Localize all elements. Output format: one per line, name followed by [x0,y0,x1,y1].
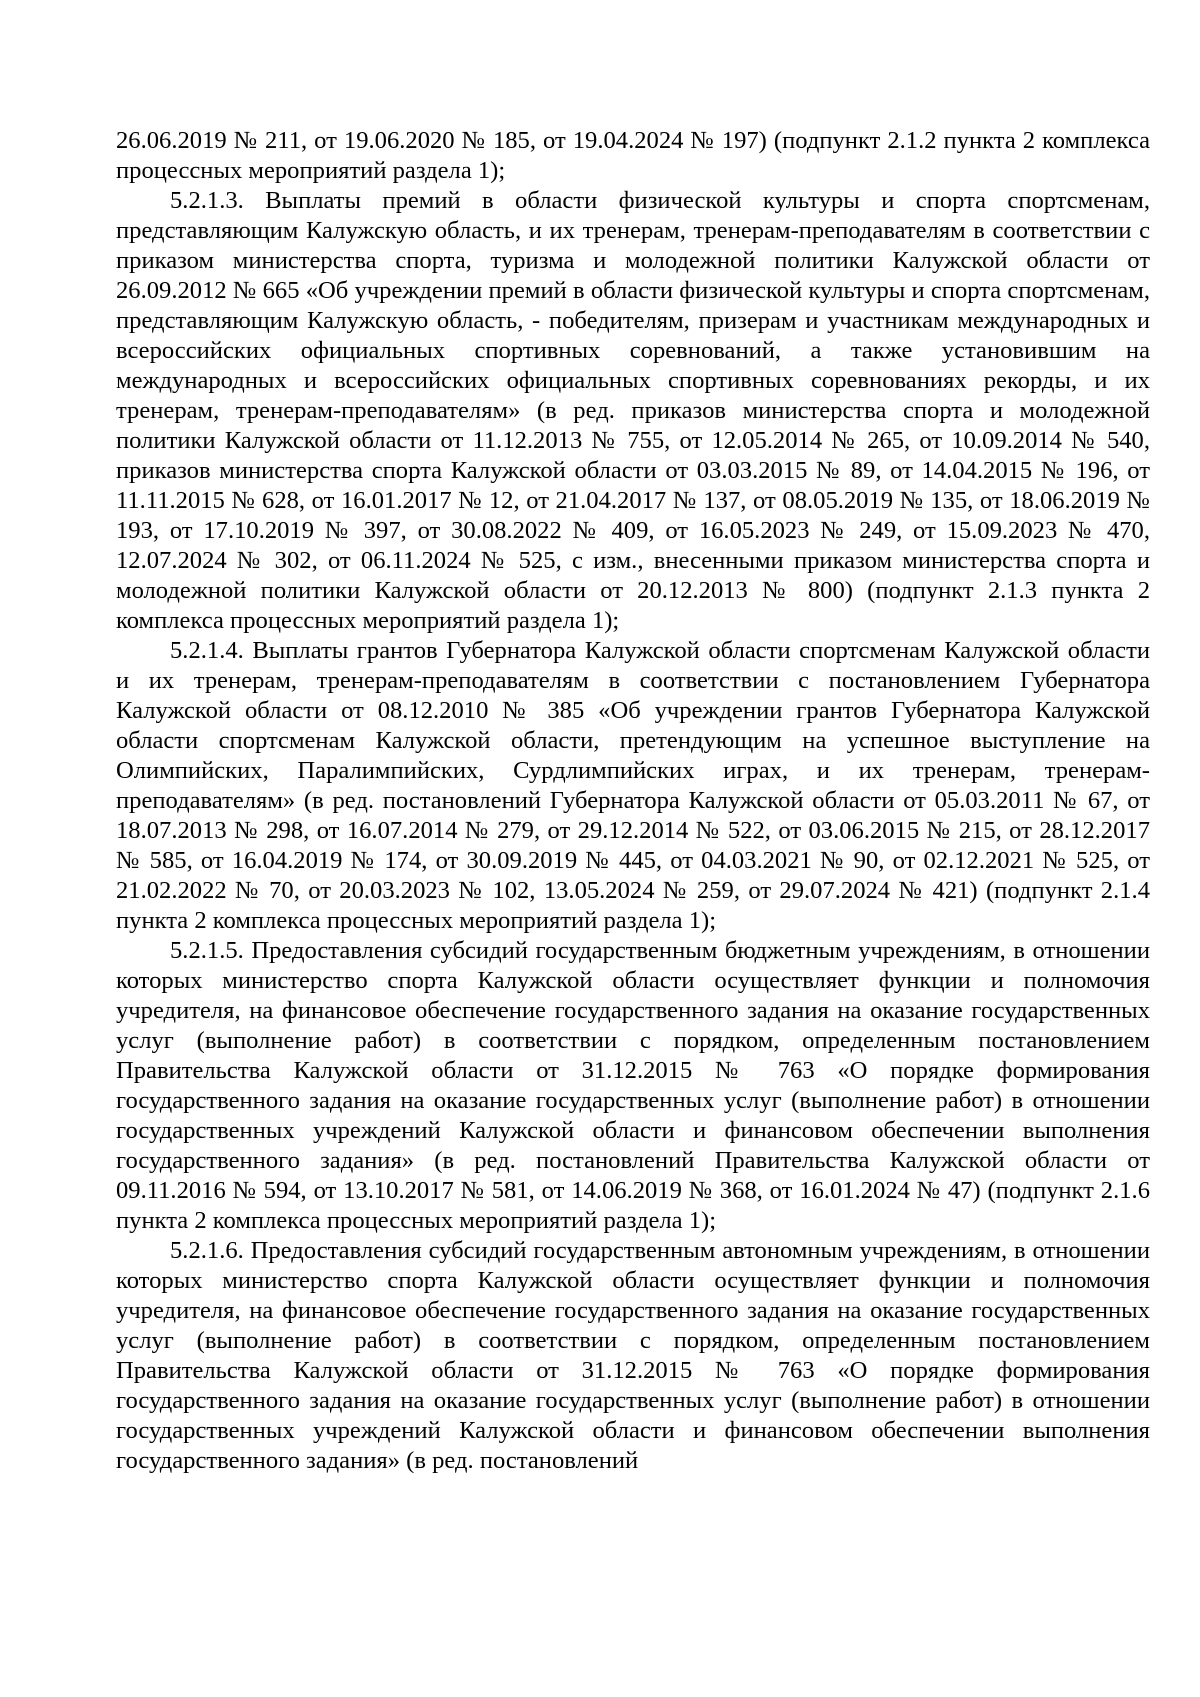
document-body [116,126,1150,1476]
paragraph-5-2-1-6: 5.2.1.6. Предоставления субсидий государственным автономным учреждениям, в отношении которых министерство спорта Калужской области осуществляет функции и полномочия учредителя, на финансовое обеспечение государственного задания на оказание государственных услуг (выполнение работ) в соответствии с порядком, определенным постановлением Правительства Калужской области от 31.12.2015 № 763 «О порядке формирования государственного задания на оказание государственных услуг (выполнение работ) в отношении государственных учреждений Калужской области и финансовом обеспечении выполнения государственного задания» (в ред. постановлений [116,1237,1150,1474]
paragraph-5-2-1-5: 5.2.1.5. Предоставления субсидий государственным бюджетным учреждениям, в отношении которых министерство спорта Калужской области осуществляет функции и полномочия учредителя, на финансовое обеспечение государственного задания на оказание государственных услуг (выполнение работ) в соответствии с порядком, определенным постановлением Правительства Калужской области от 31.12.2015 № 763 «О порядке формирования государственного задания на оказание государственных услуг (выполнение работ) в отношении государственных учреждений Калужской области и финансовом обеспечении выполнения государственного задания» (в ред. постановлений Правительства Калужской области от 09.11.2016 № 594, от 13.10.2017 № 581, от 14.06.2019 № 368, от 16.01.2024 № 47) (подпункт 2.1.6 пункта 2 комплекса процессных мероприятий раздела 1); [116,937,1150,1234]
paragraph-5-2-1-4: 5.2.1.4. Выплаты грантов Губернатора Калужской области спортсменам Калужской области и их тренерам, тренерам-преподавателям в соответствии с постановлением Губернатора Калужской области от 08.12.2010 № 385 «Об учреждении грантов Губернатора Калужской области спортсменам Калужской области, претендующим на успешное выступление на Олимпийских, Паралимпийских, Сурдлимпийских играх, и их тренерам, тренерам-преподавателям» (в ред. постановлений Губернатора Калужской области от 05.03.2011 № 67, от 18.07.2013 № 298, от 16.07.2014 № 279, от 29.12.2014 № 522, от 03.06.2015 № 215, от 28.12.2017 № 585, от 16.04.2019 № 174, от 30.09.2019 № 445, от 04.03.2021 № 90, от 02.12.2021 № 525, от 21.02.2022 № 70, от 20.03.2023 № 102, 13.05.2024 № 259, от 29.07.2024 № 421) (подпункт 2.1.4 пункта 2 комплекса процессных мероприятий раздела 1); [116,637,1150,934]
paragraph-5-2-1-3: 5.2.1.3. Выплаты премий в области физической культуры и спорта спортсменам, представляющим Калужскую область, и их тренерам, тренерам-преподавателям в соответствии с приказом министерства спорта, туризма и молодежной политики Калужской области от 26.09.2012 № 665 «Об учреждении премий в области физической культуры и спорта спортсменам, представляющим Калужскую область, - победителям, призерам и участникам международных и всероссийских официальных спортивных соревнований, а также установившим на международных и всероссийских официальных спортивных соревнованиях рекорды, и их тренерам, тренерам-преподавателям» (в ред. приказов министерства спорта и молодежной политики Калужской области от 11.12.2013 № 755, от 12.05.2014 № 265, от 10.09.2014 № 540, приказов министерства спорта Калужской области от 03.03.2015 № 89, от 14.04.2015 № 196, от 11.11.2015 № 628, от 16.01.2017 № 12, от 21.04.2017 № 137, от 08.05.2019 № 135, от 18.06.2019 № 193, от 17.10.2019 № 397, от 30.08.2022 № 409, от 16.05.2023 № 249, от 15.09.2023 № 470, 12.07.2024 № 302, от 06.11.2024 № 525, с изм., внесенными приказом министерства спорта и молодежной политики Калужской области от 20.12.2013 № 800) (подпункт 2.1.3 пункта 2 комплекса процессных мероприятий раздела 1); [116,187,1150,634]
paragraph-continuation-5-2-1-2: 26.06.2019 № 211, от 19.06.2020 № 185, от 19.04.2024 № 197) (подпункт 2.1.2 пункта 2 комплекса процессных мероприятий раздела 1); [116,127,1150,184]
